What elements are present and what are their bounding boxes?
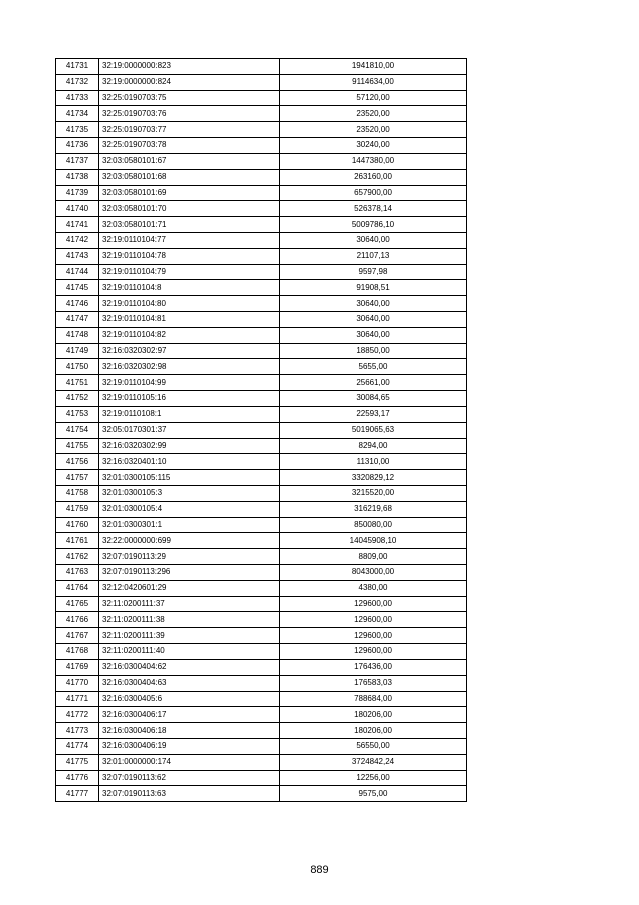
table-row: [56, 312, 467, 328]
cadastral-number-cell: 32:11:0200111:39: [99, 628, 280, 644]
cadastral-value-cell: 22593,17: [280, 406, 467, 422]
table-row: [56, 327, 467, 343]
cadastral-number-cell: 32:16:0300406:19: [99, 738, 280, 754]
row-number-cell: 41757: [56, 470, 99, 486]
table-row: [56, 565, 467, 581]
table-row: [56, 343, 467, 359]
cadastral-number-cell: 32:19:0110104:82: [99, 327, 280, 343]
cadastral-value-cell: 176583,03: [280, 675, 467, 691]
cadastral-value-cell: 129600,00: [280, 612, 467, 628]
cadastral-value-cell: 129600,00: [280, 596, 467, 612]
row-number-cell: 41737: [56, 153, 99, 169]
cadastral-value-cell: 1447380,00: [280, 153, 467, 169]
row-number-cell: 41768: [56, 644, 99, 660]
cadastral-number-cell: 32:07:0190113:62: [99, 770, 280, 786]
table-row: [56, 422, 467, 438]
table-row: [56, 691, 467, 707]
table-row: [56, 612, 467, 628]
cadastral-value-cell: 8294,00: [280, 438, 467, 454]
cadastral-number-cell: 32:01:0300105:4: [99, 501, 280, 517]
table-row: [56, 470, 467, 486]
row-number-cell: 41749: [56, 343, 99, 359]
table-row: [56, 754, 467, 770]
cadastral-value-cell: 91908,51: [280, 280, 467, 296]
cadastral-value-cell: 30640,00: [280, 232, 467, 248]
cadastral-number-cell: 32:12:0420601:29: [99, 580, 280, 596]
cadastral-number-cell: 32:19:0110104:99: [99, 375, 280, 391]
row-number-cell: 41776: [56, 770, 99, 786]
cadastral-value-cell: 30240,00: [280, 138, 467, 154]
cadastral-value-cell: 9575,00: [280, 786, 467, 802]
table-row: [56, 375, 467, 391]
cadastral-value-table: [55, 58, 467, 802]
table-row: [56, 723, 467, 739]
row-number-cell: 41751: [56, 375, 99, 391]
cadastral-number-cell: 32:01:0300301:1: [99, 517, 280, 533]
cadastral-number-cell: 32:03:0580101:71: [99, 217, 280, 233]
cadastral-value-cell: 9597,98: [280, 264, 467, 280]
row-number-cell: 41767: [56, 628, 99, 644]
row-number-cell: 41763: [56, 565, 99, 581]
table-row: [56, 169, 467, 185]
table-row: [56, 90, 467, 106]
table-row: [56, 628, 467, 644]
cadastral-value-cell: 8809,00: [280, 549, 467, 565]
table-row: [56, 106, 467, 122]
cadastral-number-cell: 32:03:0580101:70: [99, 201, 280, 217]
cadastral-value-cell: 56550,00: [280, 738, 467, 754]
cadastral-value-cell: 21107,13: [280, 248, 467, 264]
cadastral-value-cell: 180206,00: [280, 707, 467, 723]
table-row: [56, 122, 467, 138]
row-number-cell: 41744: [56, 264, 99, 280]
cadastral-value-cell: 129600,00: [280, 644, 467, 660]
cadastral-value-cell: 3215520,00: [280, 485, 467, 501]
row-number-cell: 41739: [56, 185, 99, 201]
cadastral-number-cell: 32:07:0190113:296: [99, 565, 280, 581]
row-number-cell: 41760: [56, 517, 99, 533]
table-row: [56, 644, 467, 660]
row-number-cell: 41770: [56, 675, 99, 691]
cadastral-number-cell: 32:22:0000000:699: [99, 533, 280, 549]
table-row: [56, 248, 467, 264]
cadastral-number-cell: 32:03:0580101:67: [99, 153, 280, 169]
cadastral-number-cell: 32:16:0300405:6: [99, 691, 280, 707]
row-number-cell: 41758: [56, 485, 99, 501]
cadastral-number-cell: 32:19:0110104:8: [99, 280, 280, 296]
cadastral-number-cell: 32:16:0320302:98: [99, 359, 280, 375]
cadastral-number-cell: 32:11:0200111:40: [99, 644, 280, 660]
cadastral-number-cell: 32:19:0000000:823: [99, 59, 280, 75]
cadastral-number-cell: 32:03:0580101:68: [99, 169, 280, 185]
table-body: [56, 59, 467, 802]
table-row: [56, 549, 467, 565]
cadastral-number-cell: 32:19:0110104:77: [99, 232, 280, 248]
cadastral-number-cell: 32:01:0000000:174: [99, 754, 280, 770]
table-row: [56, 74, 467, 90]
cadastral-number-cell: 32:19:0110105:16: [99, 391, 280, 407]
table-row: [56, 280, 467, 296]
table-row: [56, 438, 467, 454]
table-row: [56, 659, 467, 675]
cadastral-number-cell: 32:01:0300105:3: [99, 485, 280, 501]
table-row: [56, 391, 467, 407]
row-number-cell: 41777: [56, 786, 99, 802]
table-row: [56, 201, 467, 217]
cadastral-value-cell: 25661,00: [280, 375, 467, 391]
table-row: [56, 770, 467, 786]
table-row: [56, 485, 467, 501]
cadastral-value-cell: 5019065,63: [280, 422, 467, 438]
row-number-cell: 41755: [56, 438, 99, 454]
cadastral-number-cell: 32:25:0190703:75: [99, 90, 280, 106]
cadastral-number-cell: 32:07:0190113:29: [99, 549, 280, 565]
cadastral-number-cell: 32:11:0200111:37: [99, 596, 280, 612]
table-row: [56, 296, 467, 312]
row-number-cell: 41775: [56, 754, 99, 770]
table-row: [56, 217, 467, 233]
cadastral-value-cell: 5009786,10: [280, 217, 467, 233]
cadastral-value-cell: 3724842,24: [280, 754, 467, 770]
table-row: [56, 533, 467, 549]
table-row: [56, 675, 467, 691]
row-number-cell: 41735: [56, 122, 99, 138]
row-number-cell: 41731: [56, 59, 99, 75]
cadastral-number-cell: 32:11:0200111:38: [99, 612, 280, 628]
cadastral-number-cell: 32:03:0580101:69: [99, 185, 280, 201]
cadastral-number-cell: 32:19:0110104:79: [99, 264, 280, 280]
cadastral-number-cell: 32:16:0320401:10: [99, 454, 280, 470]
table-row: [56, 406, 467, 422]
cadastral-number-cell: 32:01:0300105:115: [99, 470, 280, 486]
row-number-cell: 41773: [56, 723, 99, 739]
table-row: [56, 59, 467, 75]
cadastral-value-cell: 18850,00: [280, 343, 467, 359]
cadastral-value-cell: 180206,00: [280, 723, 467, 739]
cadastral-number-cell: 32:19:0110104:81: [99, 312, 280, 328]
cadastral-number-cell: 32:25:0190703:77: [99, 122, 280, 138]
cadastral-number-cell: 32:16:0300404:63: [99, 675, 280, 691]
row-number-cell: 41769: [56, 659, 99, 675]
cadastral-value-cell: 57120,00: [280, 90, 467, 106]
cadastral-value-cell: 5655,00: [280, 359, 467, 375]
cadastral-value-cell: 316219,68: [280, 501, 467, 517]
cadastral-number-cell: 32:16:0300404:62: [99, 659, 280, 675]
cadastral-number-cell: 32:07:0190113:63: [99, 786, 280, 802]
row-number-cell: 41734: [56, 106, 99, 122]
cadastral-value-cell: 8043000,00: [280, 565, 467, 581]
cadastral-value-cell: 23520,00: [280, 122, 467, 138]
row-number-cell: 41772: [56, 707, 99, 723]
row-number-cell: 41748: [56, 327, 99, 343]
row-number-cell: 41747: [56, 312, 99, 328]
cadastral-value-cell: 12256,00: [280, 770, 467, 786]
row-number-cell: 41771: [56, 691, 99, 707]
table-row: [56, 707, 467, 723]
row-number-cell: 41740: [56, 201, 99, 217]
page-number: 889: [310, 864, 329, 876]
table-row: [56, 786, 467, 802]
cadastral-number-cell: 32:16:0320302:99: [99, 438, 280, 454]
row-number-cell: 41759: [56, 501, 99, 517]
row-number-cell: 41761: [56, 533, 99, 549]
table-row: [56, 596, 467, 612]
cadastral-number-cell: 32:19:0110104:78: [99, 248, 280, 264]
table-row: [56, 153, 467, 169]
cadastral-value-cell: 14045908,10: [280, 533, 467, 549]
cadastral-number-cell: 32:05:0170301:37: [99, 422, 280, 438]
table-row: [56, 138, 467, 154]
row-number-cell: 41774: [56, 738, 99, 754]
table-row: [56, 454, 467, 470]
table-row: [56, 501, 467, 517]
row-number-cell: 41733: [56, 90, 99, 106]
cadastral-value-cell: 1941810,00: [280, 59, 467, 75]
table-row: [56, 738, 467, 754]
cadastral-number-cell: 32:19:0000000:824: [99, 74, 280, 90]
cadastral-number-cell: 32:16:0300406:17: [99, 707, 280, 723]
cadastral-value-cell: 263160,00: [280, 169, 467, 185]
table-row: [56, 264, 467, 280]
cadastral-value-cell: 11310,00: [280, 454, 467, 470]
cadastral-value-cell: 657900,00: [280, 185, 467, 201]
table-row: [56, 580, 467, 596]
cadastral-number-cell: 32:19:0110108:1: [99, 406, 280, 422]
row-number-cell: 41766: [56, 612, 99, 628]
row-number-cell: 41762: [56, 549, 99, 565]
cadastral-value-cell: 30084,65: [280, 391, 467, 407]
cadastral-value-cell: 788684,00: [280, 691, 467, 707]
row-number-cell: 41752: [56, 391, 99, 407]
cadastral-value-cell: 30640,00: [280, 296, 467, 312]
cadastral-value-cell: 30640,00: [280, 312, 467, 328]
cadastral-number-cell: 32:16:0300406:18: [99, 723, 280, 739]
cadastral-value-cell: 129600,00: [280, 628, 467, 644]
cadastral-number-cell: 32:16:0320302:97: [99, 343, 280, 359]
table-row: [56, 517, 467, 533]
row-number-cell: 41746: [56, 296, 99, 312]
row-number-cell: 41753: [56, 406, 99, 422]
row-number-cell: 41736: [56, 138, 99, 154]
row-number-cell: 41742: [56, 232, 99, 248]
cadastral-value-cell: 30640,00: [280, 327, 467, 343]
cadastral-number-cell: 32:25:0190703:78: [99, 138, 280, 154]
table-row: [56, 185, 467, 201]
row-number-cell: 41756: [56, 454, 99, 470]
row-number-cell: 41741: [56, 217, 99, 233]
cadastral-value-cell: 526378,14: [280, 201, 467, 217]
table-row: [56, 232, 467, 248]
table-row: [56, 359, 467, 375]
row-number-cell: 41754: [56, 422, 99, 438]
row-number-cell: 41764: [56, 580, 99, 596]
row-number-cell: 41765: [56, 596, 99, 612]
row-number-cell: 41732: [56, 74, 99, 90]
row-number-cell: 41745: [56, 280, 99, 296]
row-number-cell: 41738: [56, 169, 99, 185]
cadastral-value-cell: 4380,00: [280, 580, 467, 596]
row-number-cell: 41743: [56, 248, 99, 264]
cadastral-value-cell: 9114634,00: [280, 74, 467, 90]
cadastral-number-cell: 32:25:0190703:76: [99, 106, 280, 122]
cadastral-value-cell: 176436,00: [280, 659, 467, 675]
cadastral-number-cell: 32:19:0110104:80: [99, 296, 280, 312]
row-number-cell: 41750: [56, 359, 99, 375]
cadastral-value-cell: 3320829,12: [280, 470, 467, 486]
cadastral-value-cell: 850080,00: [280, 517, 467, 533]
cadastral-value-cell: 23520,00: [280, 106, 467, 122]
